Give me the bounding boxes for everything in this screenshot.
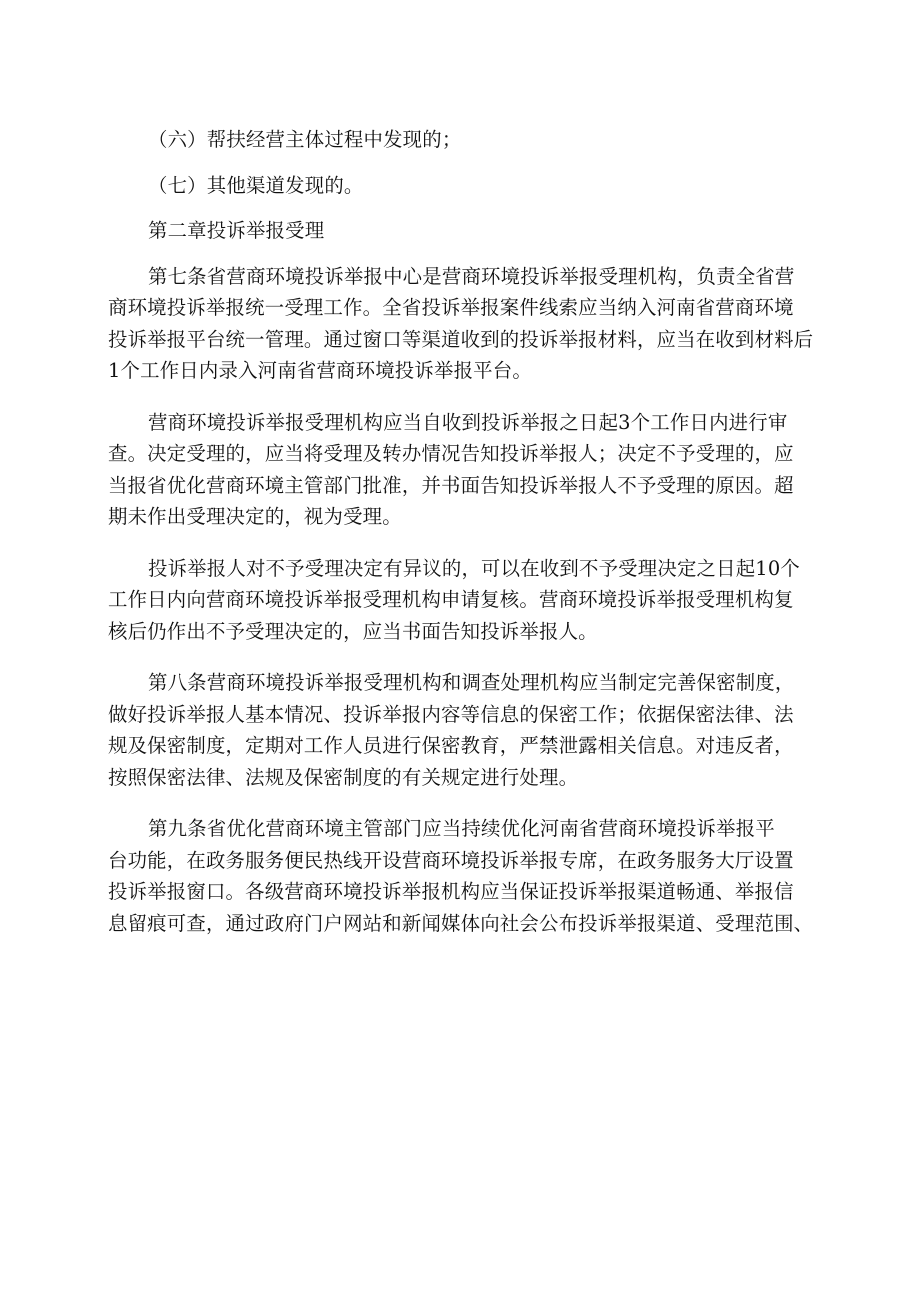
article-eight-paragraph: [108, 667, 816, 793]
item-seven-paragraph: [108, 170, 816, 202]
document-body: [108, 124, 816, 959]
article-seven-paragraph: [108, 261, 816, 387]
text-line: 1个工作日内录入河南省营商环境投诉举报平台。: [108, 359, 532, 382]
text-line: 台功能，在政务服务便民热线开设营商环境投诉举报专席，在政务服务大厅设置: [108, 848, 794, 872]
item-six-paragraph: [108, 124, 816, 156]
text-line: （七）其他渠道发现的。: [148, 173, 364, 197]
text-line: 投诉举报人对不予受理决定有异议的，可以在收到不予受理决定之日起10个: [148, 556, 800, 580]
text-line: 第二章投诉举报受理: [148, 219, 325, 242]
text-line: 做好投诉举报人基本情况、投诉举报内容等信息的保密工作；依据保密法律、法: [108, 702, 794, 726]
text-line: （六）帮扶经营主体过程中发现的；: [148, 128, 462, 151]
text-line: 工作日内向营商环境投诉举报受理机构申请复核。营商环境投诉举报受理机构复: [108, 588, 794, 611]
text-line: 当报省优化营商环境主管部门批准，并书面告知投诉举报人不予受理的原因。超: [108, 473, 794, 497]
text-line: 核后仍作出不予受理决定的，应当书面告知投诉举报人。: [108, 619, 598, 643]
text-line: 息留痕可查，通过政府门户网站和新闻媒体向社会公布投诉举报渠道、受理范围、: [108, 911, 814, 935]
objection-paragraph: [108, 553, 816, 648]
text-line: 第九条省优化营商环境主管部门应当持续优化河南省营商环境投诉举报平: [148, 817, 775, 840]
text-line: 商环境投诉举报统一受理工作。全省投诉举报案件线索应当纳入河南省营商环境: [108, 296, 794, 319]
text-line: 规及保密制度，定期对工作人员进行保密教育，严禁泄露相关信息。对违反者，: [108, 734, 794, 757]
text-line: 期未作出受理决定的，视为受理。: [108, 505, 402, 528]
text-line: 投诉举报平台统一管理。通过窗口等渠道收到的投诉举报材料，应当在收到材料后: [108, 327, 814, 351]
text-line: 查。决定受理的，应当将受理及转办情况告知投诉举报人；决定不予受理的，应: [108, 442, 794, 465]
review-paragraph: [108, 407, 816, 533]
text-line: 第八条营商环境投诉举报受理机构和调查处理机构应当制定完善保密制度，: [148, 671, 795, 694]
chapter-two-heading: [108, 215, 816, 247]
text-line: 第七条省营商环境投诉举报中心是营商环境投诉举报受理机构，负责全省营: [148, 264, 795, 288]
article-nine-paragraph: [108, 813, 816, 939]
text-line: 按照保密法律、法规及保密制度的有关规定进行处理。: [108, 765, 579, 789]
text-line: 投诉举报窗口。各级营商环境投诉举报机构应当保证投诉举报渠道畅通、举报信: [108, 880, 794, 903]
text-line: 营商环境投诉举报受理机构应当自收到投诉举报之日起3个工作日内进行审: [148, 410, 788, 434]
